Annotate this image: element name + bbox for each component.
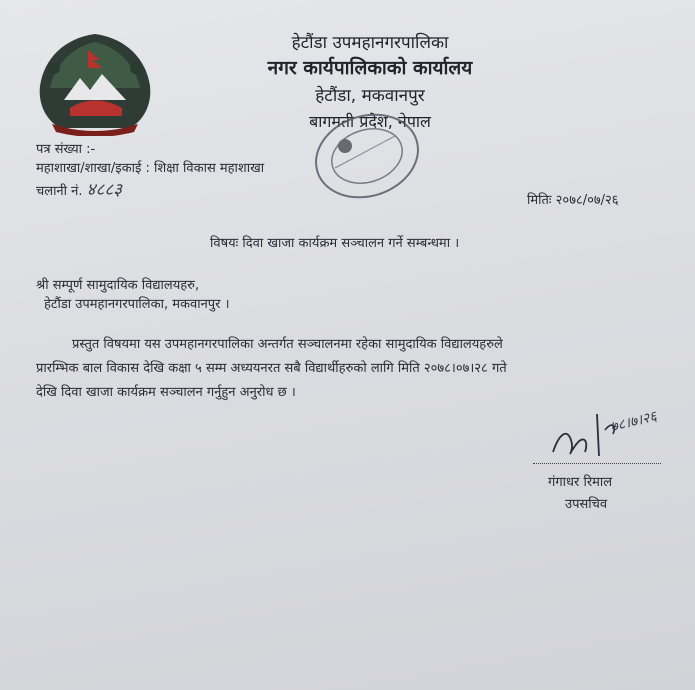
nepal-emblem-icon [30, 28, 160, 136]
dispatch-number-row [36, 177, 122, 200]
dispatch-number-label: चलानी नं. [36, 184, 83, 199]
letter-subject: विषयः दिवा खाजा कार्यक्रम सञ्चालन गर्ने सम्बन्धमा । [210, 236, 460, 251]
office-address-line-2: बागमती प्रदेश, नेपाल [309, 112, 431, 131]
letter-number-label: पत्र संख्या :- [36, 142, 96, 157]
body-line-1: प्रस्तुत विषयमा यस उपमहानगरपालिका अन्तर्गत सञ्चालनमा रहेका सामुदायिक विद्यालयहरुले [72, 337, 503, 352]
signatory-title: उपसचिव [565, 497, 608, 512]
signatory-name: गंगाधर रिमाल [548, 475, 613, 490]
dispatch-number-value: ४८८३ [86, 180, 123, 200]
handwritten-signature [545, 400, 695, 470]
department-line: महाशाखा/शाखा/इकाई : शिक्षा विकास महाशाखा [36, 161, 265, 176]
office-address-line-1: हेटौंडा, मकवानपुर [315, 86, 425, 106]
letter-date: मितिः २०७८/०७/२६ [527, 193, 619, 208]
recipient-line-1: श्री सम्पूर्ण सामुदायिक विद्यालयहरु, [36, 278, 200, 293]
office-stamp [305, 108, 435, 208]
office-name-line-1: हेटौंडा उपमहानगरपालिका [291, 33, 449, 53]
body-line-3: देखि दिवा खाजा कार्यक्रम सञ्चालन गर्नुहुन अनुरोध छ । [36, 385, 296, 400]
office-name-line-2: नगर कार्यपालिकाको कार्यालय [267, 57, 473, 79]
signature-line [533, 463, 661, 464]
body-line-2: प्रारम्भिक बाल विकास देखि कक्षा ५ सम्म अध्ययनरत सबै विद्यार्थीहरुको लागि मिति २०७८।०७।२८ गते [36, 361, 507, 376]
signature-date: ७८।७।२६ [608, 408, 659, 436]
recipient-line-2: हेटौंडा उपमहानगरपालिका, मकवानपुर । [44, 297, 230, 312]
